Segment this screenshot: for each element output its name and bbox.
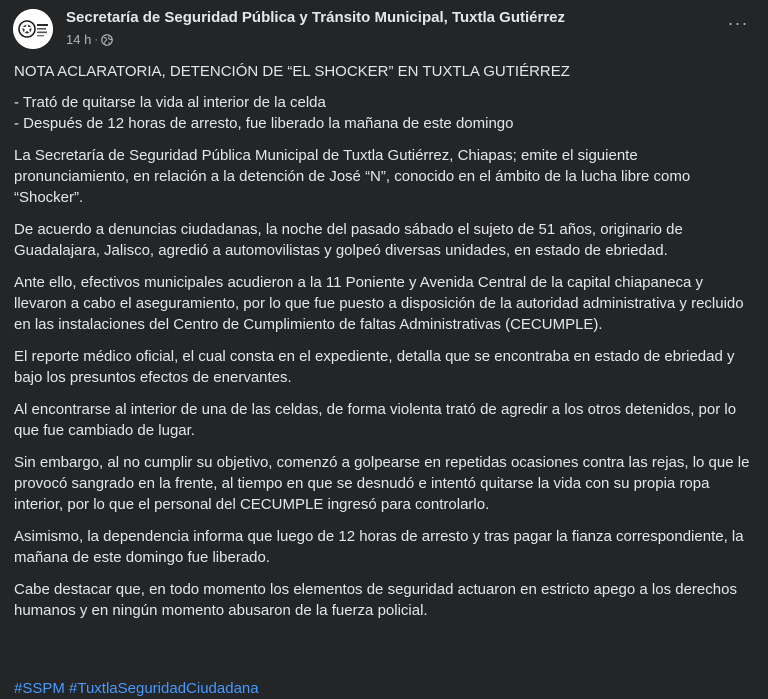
more-options-button[interactable]	[722, 10, 754, 42]
globe-icon	[101, 34, 113, 46]
post-paragraph: Al encontrarse al interior de una de las celdas, de forma violenta trató de agredir a los otros detenidos, por lo que fue cambiado de lugar.	[14, 401, 737, 439]
post-title: NOTA ACLARATORIA, DETENCIÓN DE “EL SHOCKER” EN TUXTLA GUTIÉRREZ	[14, 63, 570, 80]
meta-separator: ·	[94, 33, 98, 46]
bullet-list	[14, 92, 756, 134]
hashtag-links[interactable]: #SSPM #TuxtlaSeguridadCiudadana	[14, 680, 259, 697]
more-options-icon: ···	[727, 13, 749, 33]
page-name-link[interactable]: Secretaría de Seguridad Pública y Tránsito Municipal, Tuxtla Gutiérrez	[66, 9, 566, 26]
page-avatar[interactable]	[13, 9, 53, 49]
bullet-item: - Después de 12 horas de arresto, fue liberado la mañana de este domingo	[14, 115, 514, 132]
post-header	[13, 8, 754, 50]
post-paragraph: De acuerdo a denuncias ciudadanas, la noche del pasado sábado el sujeto de 51 años, originario de Guadalajara, Jalisco, agredió a automovilistas y golpeó diversas unidades, en estado de ebriedad.	[14, 221, 683, 259]
post-timestamp[interactable]: 14 h	[66, 32, 92, 47]
municipal-seal-icon	[13, 9, 53, 49]
post-paragraph: Cabe destacar que, en todo momento los elementos de seguridad actuaron en estricto apego a los derechos humanos y en ningún momento abusaron de la fuerza policial.	[14, 581, 737, 619]
post-meta	[66, 32, 113, 47]
post-body	[14, 61, 756, 632]
post-paragraph: La Secretaría de Seguridad Pública Municipal de Tuxtla Gutiérrez, Chiapas; emite el siguiente pronunciamiento, en relación a la detención de José “N”, conocido en el ámbito de la lucha libre como “Shocker”.	[14, 147, 691, 206]
post-paragraph: Sin embargo, al no cumplir su objetivo, comenzó a golpearse en repetidas ocasiones contra las rejas, lo que le provocó sangrado en la frente, al tiempo en que se desnudó e intentó quitarse la vida con su propia ropa interior, por lo que el personal del CECUMPLE ingresó para controlarlo.	[14, 454, 750, 513]
bullet-item: - Trató de quitarse la vida al interior de la celda	[14, 94, 326, 111]
post-paragraph: Ante ello, efectivos municipales acudieron a la 11 Poniente y Avenida Central de la capital chiapaneca y llevaron a cabo el aseguramiento, por lo que fue puesto a disposición de la autoridad administrativa y recluido en las instalaciones del Centro de Cumplimiento de faltas Administrativas (CECUMPLE).	[14, 274, 744, 333]
post-paragraph: El reporte médico oficial, el cual consta en el expediente, detalla que se encontraba en estado de ebriedad y bajo los presuntos efectos de enervantes.	[14, 348, 735, 386]
post-paragraph: Asimismo, la dependencia informa que luego de 12 horas de arresto y tras pagar la fianza correspondiente, la mañana de este domingo fue liberado.	[14, 528, 744, 566]
